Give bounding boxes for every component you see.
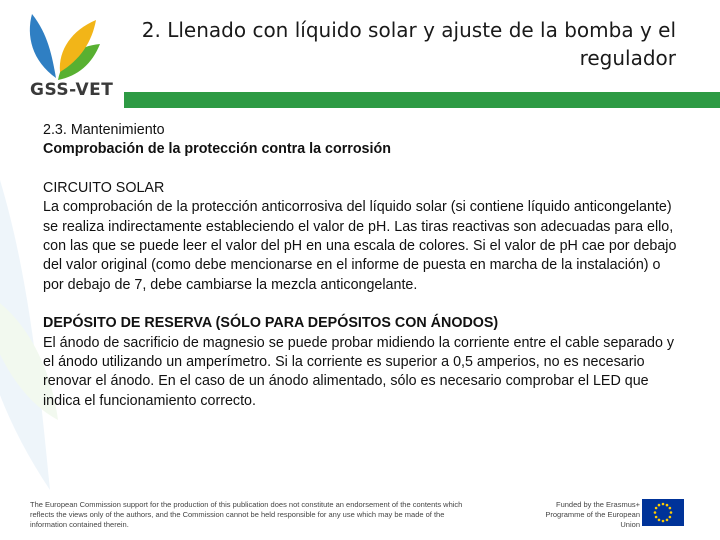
- slide-title: 2. Llenado con líquido solar y ajuste de la bomba y el regulador: [141, 18, 676, 70]
- content: [43, 121, 683, 411]
- funded-by-text: Funded by the Erasmus+ Programme of the European Union: [545, 500, 640, 529]
- block2-heading: DEPÓSITO DE RESERVA (SÓLO PARA DEPÓSITOS CON ÁNODOS): [43, 315, 499, 332]
- section-number: 2.3. Mantenimiento: [43, 122, 165, 138]
- header-bar: [124, 92, 720, 108]
- reserve-tank-block: [43, 314, 683, 411]
- block2-text: El ánodo de sacrificio de magnesio se puede probar midiendo la corriente entre el cable separado y el ánodo utilizando un amperímetro. Si la corriente es superior a 0,5 amperios, no es necesario renovar el ánodo. En el caso de un ánodo alimentado, sólo es necesario comprobar el LED que indica el funcionamiento correcto.: [43, 334, 675, 409]
- eu-flag-icon: [642, 499, 684, 526]
- eu-disclaimer: The European Commission support for the production of this publication does not constitute an endorsement of the contents which reflects the views only of the authors, and the Commission cannot be held responsible for any use which may be made of the information contained therein.: [30, 500, 463, 529]
- block1-text: La comprobación de la protección anticorrosiva del líquido solar (si contiene líquido anticongelante) se realiza indirectamente estableciendo el valor de pH. Las tiras reactivas son adecuadas para ello, con las que se puede leer el valor del pH en una escala de colores. Si el valor de pH cae por debajo del valor original (como debe mencionarse en el informe de puesta en marcha de la instalación) o por debajo de 7, debe cambiarse la mezcla anticongelante.: [43, 199, 677, 293]
- section-heading: Comprobación de la protección contra la corrosión: [43, 141, 391, 158]
- solar-circuit-block: [43, 179, 683, 295]
- block1-heading: CIRCUITO SOLAR: [43, 179, 165, 196]
- logo-text: GSS-VET: [30, 80, 114, 100]
